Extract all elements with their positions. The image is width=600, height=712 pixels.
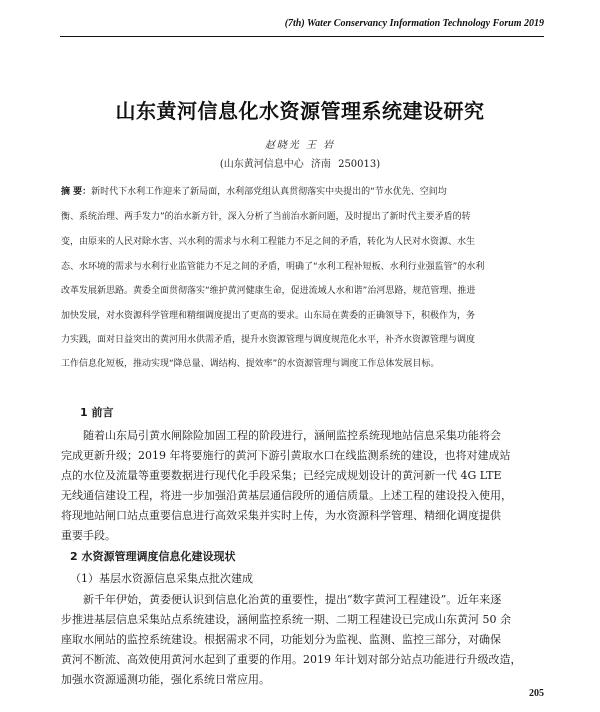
abstract-line: 力实践，面对日益突出的黄河用水供需矛盾，提升水资源管理与调度规范化水平，补齐水资源管理与调度	[61, 335, 476, 345]
section-heading-introduction: 1 前言	[80, 406, 114, 419]
paragraph-line: 新千年伊始，黄委便认识到信息化治黄的重要性，提出“数字黄河工程建设”。近年来逐	[83, 593, 502, 606]
paper-authors: 赵晓光 王 岩	[264, 140, 336, 151]
paragraph-line: 座取水闸站的监控系统建设。根据需求不同，功能划分为监视、监测、监控三部分，对确保	[61, 633, 501, 646]
paragraph-line: 完成更新升级；2019 年将要施行的黄河下游引黄取水口在线监测系统的建设，也将对建成站	[61, 449, 511, 462]
abstract-line: 态、水环境的需求与水利行业监管能力不足之间的矛盾，明确了“水利工程补短板、水利行业强监管”的水利	[61, 262, 485, 272]
abstract-line: 改革发展新思路。黄委全面贯彻落实“维护黄河健康生命，促进流域人水和谐”治河思路，规范管理、推进	[61, 286, 476, 296]
paragraph-line: 无线通信建设工程，将进一步加强沿黄基层通信段所的通信质量。上述工程的建设投入使用，	[61, 489, 512, 502]
abstract-line: 工作信息化短板，推动实现“降总量、调结构、提效率”的水资源管理与调度工作总体发展目标。	[61, 359, 440, 369]
abstract-line: 衡、系统治理、两手发力”的治水新方针，深入分析了当前治水新问题，及时提出了新时代主要矛盾的转	[61, 212, 471, 222]
page-number: 205	[529, 688, 544, 699]
paragraph-line: 点的水位及流量等重要数据进行现代化手段采集；已经完成规划设计的黄河新一代 4G LTE	[61, 469, 502, 482]
paragraph-line: 加强水资源遥测功能，强化系统日常应用。	[61, 673, 270, 686]
abstract-line: 加快发展，对水资源科学管理和精细调度提出了更高的要求。山东局在黄委的正确领导下，积极作为，务	[61, 311, 476, 321]
paragraph-line: 随着山东局引黄水闸除险加固工程的阶段进行，涵闸监控系统现地站信息采集功能将会	[83, 429, 501, 442]
abstract-line	[61, 186, 545, 198]
paragraph-line: 重要手段。	[61, 529, 116, 542]
abstract-line: 变，由原来的人民对除水害、兴水利的需求与水利工程能力不足之间的矛盾，转化为人民对水资源、水生	[61, 237, 476, 247]
paragraph-line: 黄河不断流、高效使用黄河水起到了重要的作用。2019 年计划对部分站点功能进行升级改造，	[61, 653, 522, 666]
paper-affiliation: (山东黄河信息中心 济南 250013)	[219, 159, 381, 170]
paragraph-line: 将现地站闸口站点重要信息进行高效采集并实时上传，为水资源科学管理、精细化调度提供	[61, 509, 501, 522]
header-rule	[60, 36, 544, 37]
section-heading-status: 2 水资源管理调度信息化建设现状	[70, 550, 236, 563]
abstract-text: 新时代下水利工作迎来了新局面，水利部党组认真贯彻落实中央提出的“节水优先、空间均	[91, 187, 447, 197]
abstract-label: 摘 要：	[61, 187, 92, 197]
subsection-heading: （1）基层水资源信息采集点批次建成	[70, 572, 253, 585]
running-header: (7th) Water Conservancy Information Technology Forum 2019	[284, 18, 544, 29]
paper-title: 山东黄河信息化水资源管理系统建设研究	[115, 99, 485, 123]
paragraph-line: 步推进基层信息采集站点系统建设，涵闸监控系统一期、二期工程建设已完成山东黄河 50 余	[61, 613, 511, 626]
